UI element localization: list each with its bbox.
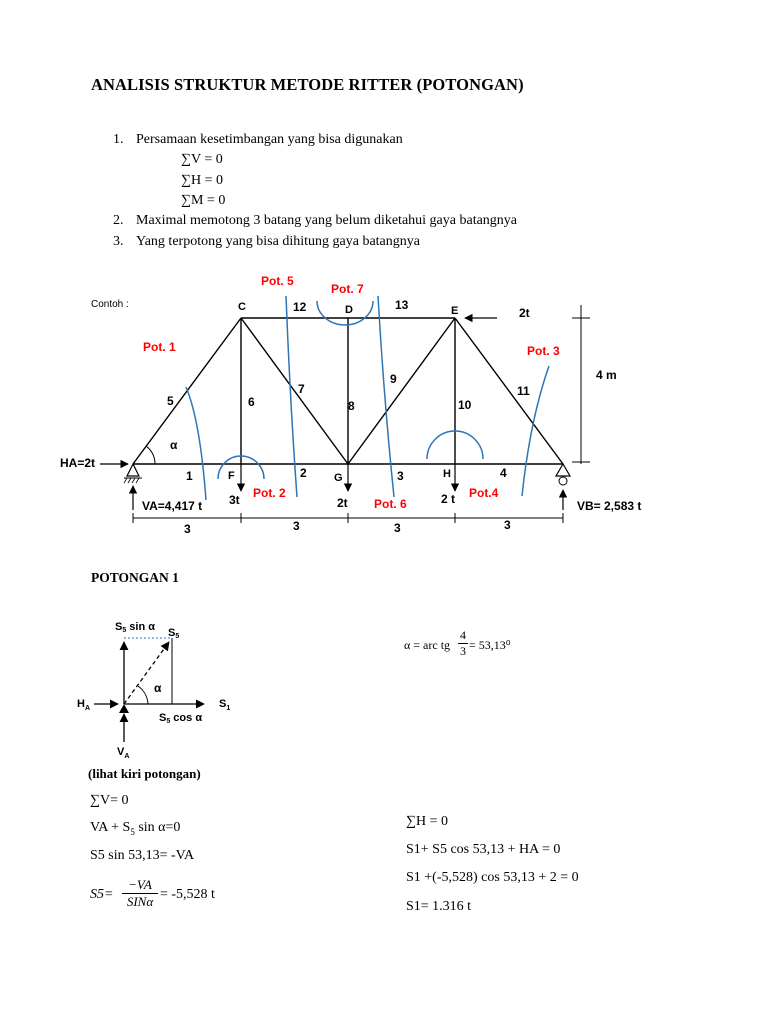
eq-s5-fraction — [122, 877, 158, 910]
eq-s1-sub: S1 +(-5,528) cos 53,13 + 2 = 0 — [406, 870, 579, 885]
fbd-s5-s: S — [168, 627, 176, 639]
cut-line-1 — [186, 387, 206, 500]
pot3-label: Pot. 3 — [527, 344, 560, 358]
member-11 — [455, 318, 563, 464]
svg-text:S5 cos α — [159, 712, 202, 725]
list-number-1: 1. — [113, 132, 124, 147]
page-title: ANALISIS STRUKTUR METODE RITTER (POTONGAN) — [91, 75, 524, 94]
pot7-label: Pot. 7 — [331, 282, 364, 296]
list-item-3: Yang terpotong yang bisa dihitung gaya batangnya — [136, 234, 420, 249]
pot2-label: Pot. 2 — [253, 486, 286, 500]
svg-text:S5 sin α — [115, 621, 155, 634]
eq-sum-v: ∑V= 0 — [90, 793, 129, 808]
load-g-label: 2t — [337, 496, 348, 510]
vb-label: VB= 2,583 t — [577, 499, 642, 513]
note-lihat-kiri: (lihat kiri potongan) — [88, 766, 201, 781]
fbd-ha-sub: A — [84, 705, 91, 712]
member-label-9: 9 — [390, 372, 397, 386]
fbd-s5sin-s: S — [115, 621, 123, 633]
svg-text:S1 — [219, 698, 230, 712]
svg-text:S5 — [168, 627, 179, 640]
load-h-label: 2 t — [441, 492, 456, 506]
fbd-s5sin-rest: sin α — [126, 621, 156, 633]
svg-text:HA — [77, 698, 90, 712]
member-label-10: 10 — [458, 398, 472, 412]
eq-va-s5-b: sin α=0 — [134, 820, 181, 835]
span-label-2: 3 — [293, 519, 300, 533]
potongan-1-heading: POTONGAN 1 — [91, 570, 179, 585]
fbd-s5cos-sub: 5 — [166, 718, 171, 725]
pot5-label: Pot. 5 — [261, 274, 294, 288]
member-label-13: 13 — [395, 298, 409, 312]
roller-support — [556, 464, 570, 485]
alpha-label: α — [170, 438, 178, 452]
alpha-eq-num: 4 — [460, 628, 466, 642]
eq-va-s5-a: VA + S — [90, 820, 131, 835]
alpha-eq-den: 3 — [460, 644, 466, 658]
equation-sum-m: ∑M = 0 — [181, 193, 226, 208]
contoh-label: Contoh : — [91, 299, 129, 310]
span-label-4: 3 — [504, 518, 511, 532]
eq-sum-h: ∑H = 0 — [406, 814, 448, 829]
span-label-3: 3 — [394, 521, 401, 535]
node-f: F — [228, 470, 235, 482]
load-f-label: 3t — [229, 493, 240, 507]
alpha-arc — [146, 446, 155, 464]
cut-line-6 — [378, 296, 394, 497]
eq-va-s5 — [90, 820, 180, 837]
svg-text:VA — [117, 746, 129, 760]
eq-s5-lhs: S5= — [90, 887, 114, 902]
fbd-potongan-1 — [77, 621, 230, 760]
span-dimension — [133, 513, 563, 523]
height-label: 4 m — [596, 368, 617, 382]
member-label-5: 5 — [167, 394, 174, 408]
alpha-eq-fraction — [458, 628, 468, 659]
member-label-12: 12 — [293, 300, 307, 314]
load-e-label: 2t — [519, 306, 530, 320]
fbd-s5-arrow — [124, 642, 169, 704]
eq-s5-num: −VA — [128, 877, 152, 892]
node-d: D — [345, 304, 353, 316]
node-g: G — [334, 472, 343, 484]
member-label-2: 2 — [300, 466, 307, 480]
height-dimension — [572, 305, 590, 464]
list-number-3: 3. — [113, 234, 124, 249]
alpha-eq-rhs: = 53,13⁰ — [469, 638, 511, 652]
member-label-8: 8 — [348, 399, 355, 413]
fbd-s5cos-s: S — [159, 712, 167, 724]
eq-s5-rhs: = -5,528 t — [160, 887, 215, 902]
fbd-s1-sub: 1 — [226, 705, 231, 712]
fbd-va-sub: A — [124, 753, 130, 760]
ha-label: HA=2t — [60, 456, 96, 470]
member-label-3: 3 — [397, 469, 404, 483]
member-label-4: 4 — [500, 466, 507, 480]
member-label-6: 6 — [248, 395, 255, 409]
member-9 — [348, 318, 455, 464]
fbd-pin — [119, 704, 129, 713]
member-label-11: 11 — [517, 384, 530, 398]
eq-s1-s5: S1+ S5 cos 53,13 + HA = 0 — [406, 842, 561, 857]
pot4-label: Pot.4 — [469, 486, 499, 500]
list-number-2: 2. — [113, 213, 124, 228]
alpha-eq-lhs: α = arc tg — [404, 638, 451, 652]
fbd-ha-h: H — [77, 698, 85, 710]
node-e: E — [451, 305, 459, 317]
eq-s5-den: SINα — [122, 893, 158, 910]
fbd-s5sin-sub: 5 — [122, 627, 127, 634]
member-7 — [241, 318, 348, 464]
pot1-label: Pot. 1 — [143, 340, 176, 354]
equation-sum-h: ∑H = 0 — [181, 173, 223, 188]
list-item-1: Persamaan kesetimbangan yang bisa digunakan — [136, 132, 403, 147]
fbd-s1-s: S — [219, 698, 227, 710]
pot6-label: Pot. 6 — [374, 497, 407, 511]
member-label-7: 7 — [298, 382, 305, 396]
fbd-alpha-label: α — [154, 681, 162, 695]
va-label: VA=4,417 t — [142, 499, 203, 513]
member-label-1: 1 — [186, 469, 193, 483]
list-item-2: Maximal memotong 3 batang yang belum diketahui gaya batangnya — [136, 213, 518, 228]
eq-s5-sin: S5 sin 53,13= -VA — [90, 848, 195, 863]
fbd-s5cos-rest: cos α — [170, 712, 203, 724]
cut-line-5 — [286, 296, 297, 497]
eq-va-s5-sub: 5 — [130, 826, 135, 837]
pin-support — [124, 464, 142, 483]
eq-s1-result: S1= 1.316 t — [406, 899, 472, 914]
fbd-s5-sub: 5 — [175, 633, 180, 640]
span-label-1: 3 — [184, 522, 191, 536]
fbd-va-v: V — [117, 746, 125, 758]
node-c: C — [238, 301, 246, 313]
node-h: H — [443, 468, 451, 480]
fbd-alpha-arc — [138, 686, 148, 704]
equation-sum-v: ∑V = 0 — [181, 152, 223, 167]
